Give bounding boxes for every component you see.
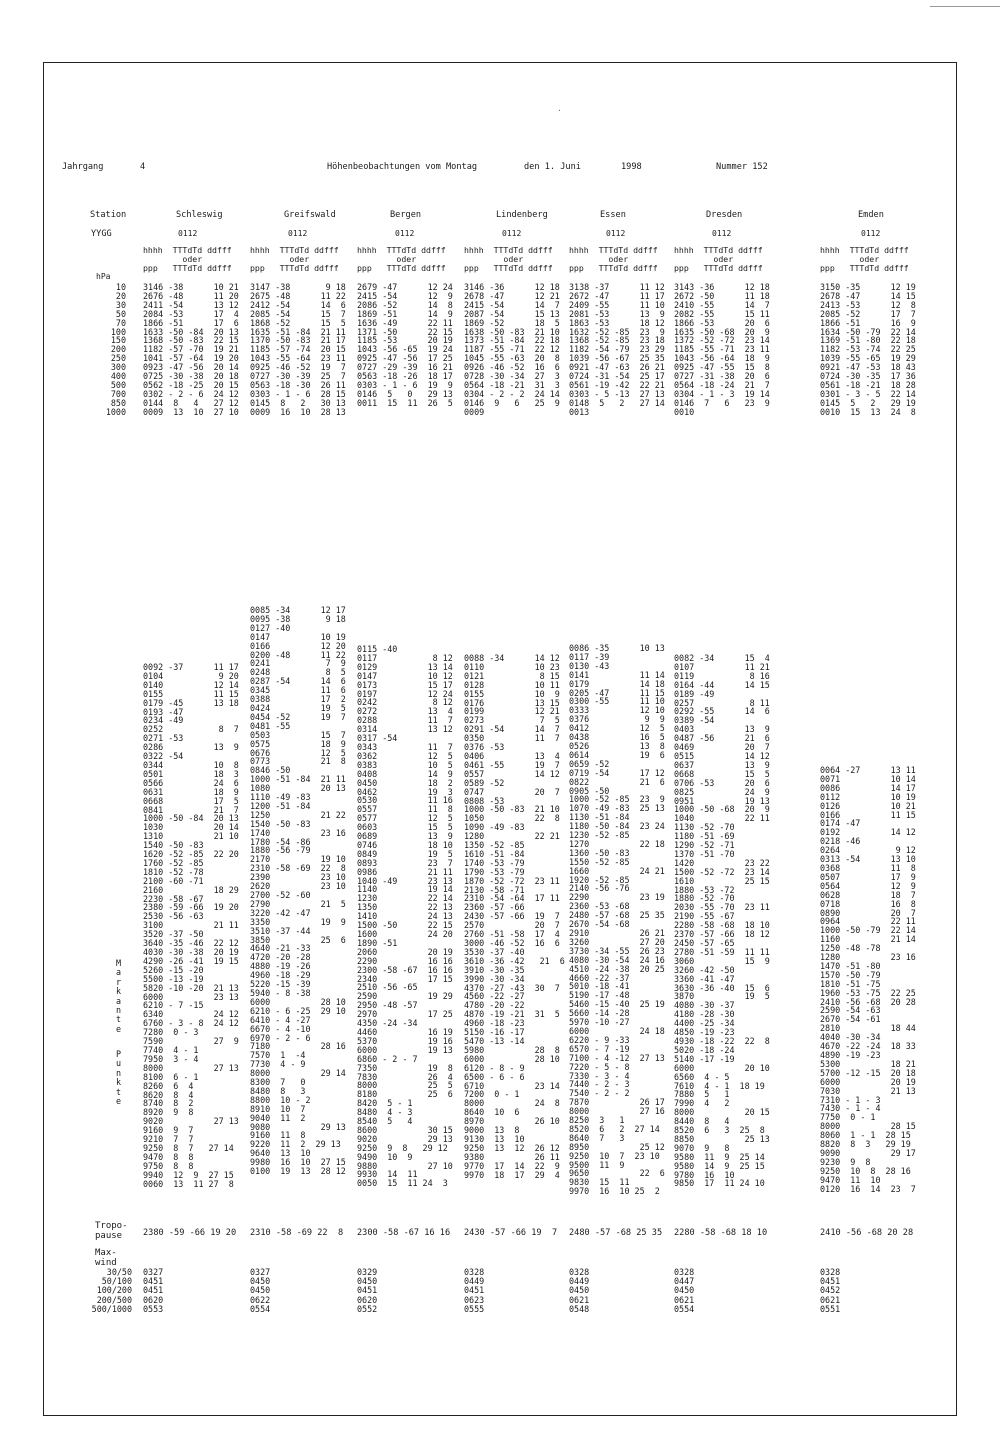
issue-number: Nummer 152 [716,162,768,172]
station-yygg: 0112 [502,229,522,238]
tropopause-value: 2300 -58 -67 16 16 [357,1228,451,1238]
column-header: hhhh TTTdTd ddfff oder ppp TTTdTd ddfff [569,245,658,273]
significant-levels-block: 0085 -34 12 17 0095 -38 9 18 0127 -40 0147 10 19 0166 12 20 0200 -48 11 22 0241 7 9 0248 8 5 0287 -54 14 6 0345 11 6 0388 17 2 0424 19 5 0454 -52 19 7 0481 -55 0503 15 7 0575 18 9 0676 12 5 0773 21 8 0846 -50 1000 -51 -84 21 11 1080 20 13 1110 -49 -83 1200 -51 -84 1250 21 22 1540 -50 -83 1740 23 16 1780 -54 -86 1880 -56 -79 2170 19 10 2310 -58 -69 22 8 2390 23 10 2620 23 10 2700 -52 -60 2790 21 5 3220 -42 -47 3350 19 9 3510 -37 -44 3850 25 6 4640 -21 -33 4720 -20 -28 4880 -19 -26 4960 -18 -29 5220 -15 -39 5940 - 8 -38 6000 28 10 6210 - 6 -25 29 10 6410 - 4 -27 6670 - 4 -10 6970 - 2 - 6 7180 28 16 7570 1 -4 7730 4 - 9 8000 29 14 8300 7 0 8480 8 3 8800 10 - 2 8910 10 7 9040 11 2 9080 29 13 9160 11 8 9220 11 2 29 13 9640 13 10 9980 16 10 27 15 0100 19 13 28 12 [250,605,346,1177]
tropopause-value: 2280 -58 -68 18 10 [674,1228,768,1238]
tropopause-value: 2410 -56 -68 20 28 [820,1228,914,1238]
pressure-levels: 10 20 30 50 70 100 150 200 250 300 400 500 700 850 1000 [105,282,126,417]
stray-mark: . [557,104,562,113]
standard-levels-block: 2679 -47 12 24 2415 -54 12 9 2086 -52 14 8 1869 -51 14 9 1636 -49 22 11 1371 -50 22 15 1185 -53 20 19 1043 -56 -65 19 24 0925 -47 -56 17 25 0727 -29 -39 16 21 0563 -18 -26 18 17 0303 - 1 - 6 19 9 0146 5 0 29 13 0011 15 11 26 5 [357,282,453,408]
column-header: hhhh TTTdTd ddfff oder ppp TTTdTd ddfff [143,245,232,273]
station-yygg: 0112 [288,229,308,238]
station-name: Emden [858,210,884,220]
station-yygg: 0112 [712,229,732,238]
station-name: Schleswig [176,210,223,220]
standard-levels-block: 3138 -37 11 12 2672 -47 11 17 2409 -55 11 10 2081 -53 13 9 1863 -53 18 12 1632 -52 -85 23 9 1368 -52 -85 23 18 1182 -54 -79 23 29 1039 -56 -67 25 35 0921 -47 -63 26 21 0724 -31 -54 25 17 0561 -19 -42 22 21 0303 - 5 -13 27 13 0148 5 2 27 14 0013 [569,282,665,417]
maxwind-values: 0328 0447 0450 0621 0554 [674,1267,695,1314]
station-label: Station [90,210,127,220]
column-header: hhhh TTTdTd ddfff oder ppp TTTdTd ddfff [464,245,553,273]
jahrgang-label: Jahrgang [62,162,104,172]
markante-label: M a r k a n t e [116,958,122,1034]
maxwind-values: 0327 0451 0451 0620 0553 [143,1267,164,1314]
year: 1998 [621,162,642,172]
punkte-label: P u n k t e [116,1049,122,1107]
significant-levels-block: 0088 -34 14 12 0110 10 23 0121 8 15 0128 10 11 0155 10 9 0176 13 15 0199 12 21 0273 7 5 0291 -54 14 7 0350 11 7 0376 -53 0406 13 4 0461 -55 19 7 0557 14 12 0589 -52 0747 20 7 0808 -53 1000 -50 -83 21 10 1050 22 8 1090 -49 -83 1280 22 21 1350 -52 -85 1610 -51 -84 1740 -53 -79 1790 -53 -79 1870 -52 -72 23 11 2130 -58 -71 2310 -54 -64 17 11 2360 -57 -66 2430 -57 -66 19 7 2570 20 7 2760 -51 -58 17 4 3000 -46 -52 16 6 3530 -37 -40 3610 -36 -42 21 6 3910 -30 -35 3990 -30 -34 4370 -27 -43 30 7 4560 -22 -27 4780 -20 -22 4870 -19 -21 31 5 4960 -18 -23 5150 -16 -17 5470 -13 -14 5980 28 8 6000 28 10 6120 - 8 - 9 6500 - 6 - 6 6710 23 14 7200 0 - 1 8000 24 8 8640 10 6 8970 26 10 9000 13 8 9130 13 10 9250 13 12 26 12 9380 26 11 9770 17 14 22 9 9970 18 17 29 4 [464,653,565,1180]
station-name: Greifswald [284,210,336,220]
station-yygg: 0112 [178,229,198,238]
significant-levels-block: 0115 -40 0117 8 12 0129 13 14 0147 10 12 0173 15 17 0197 12 24 0242 8 12 0272 13 4 0288 11 7 0314 13 12 0317 -54 0343 11 7 0362 12 5 0383 10 5 0408 14 9 0450 18 2 0462 19 3 0530 11 16 0557 11 8 0577 12 5 0603 15 5 0689 13 9 0746 18 10 0849 19 5 0893 23 7 0986 21 11 1040 -49 23 13 1140 19 14 1230 22 14 1350 22 13 1410 24 13 1500 -50 22 15 1600 24 20 1890 -51 2060 20 19 2290 16 16 2300 -58 -67 16 16 2340 17 15 2510 -56 -65 2590 19 29 2950 -48 -57 2970 17 25 4350 -24 -34 4460 16 19 5370 19 16 6000 19 13 6860 - 2 - 7 7350 19 8 7830 26 4 8000 25 5 8180 25 6 8420 5 - 1 8480 4 - 3 8540 5 4 8600 30 15 9020 29 13 9250 9 8 29 12 9490 10 9 9880 27 10 9930 14 11 0050 15 11 24 3 [357,644,453,1189]
top-edge-line [930,6,1000,7]
station-name: Bergen [390,210,422,220]
significant-levels-block: 0086 -35 10 13 0117 -39 0130 -43 0141 11 14 0179 14 18 0205 -47 11 15 0300 -55 11 10 0333 12 10 0376 9 9 0412 12 5 0438 16 5 0526 13 8 0614 19 6 0659 -52 0719 -54 17 12 0822 21 6 0905 -50 1000 -52 -85 23 9 1070 -49 -83 25 13 1130 -51 -84 1180 -50 -84 23 24 1230 -52 -85 1270 22 18 1360 -50 -83 1550 -52 -85 1660 24 21 1920 -52 -85 2140 -56 -76 2290 23 19 2360 -53 -68 2480 -57 -68 25 35 2670 -54 -68 2910 26 21 3260 27 20 3730 -34 -55 26 23 4080 -30 -54 24 16 4510 -24 -38 20 25 4660 -22 -37 5010 -18 -41 5190 -17 -48 5460 -15 -40 25 19 5660 -14 -28 5970 -10 -27 6000 24 18 6220 - 9 -33 6570 - 7 -19 7100 - 4 -12 27 13 7220 - 5 - 8 7330 - 3 - 4 7440 - 2 - 3 7540 - 2 - 2 7870 26 17 8000 27 16 8250 3 1 8520 6 2 27 14 8640 7 3 8950 25 12 9250 10 7 23 10 9500 11 9 9650 22 6 9830 15 11 9970 16 10 25 2 [569,643,665,1197]
yygg-label: YYGG [91,229,112,239]
column-header: hhhh TTTdTd ddfff oder ppp TTTdTd ddfff [357,245,446,273]
maxwind-values: 0329 0450 0451 0620 0552 [357,1267,378,1314]
station-yygg: 0112 [861,229,881,238]
standard-levels-block: 3143 -36 12 18 2672 -50 11 18 2410 -55 14 7 2082 -55 15 11 1866 -53 20 6 1635 -50 -68 20 9 1372 -52 -72 23 14 1185 -55 -71 23 11 1043 -56 -64 18 9 0925 -47 -55 15 8 0727 -31 -38 20 6 0564 -18 -24 21 7 0304 - 1 - 3 19 14 0146 7 6 23 9 0010 [674,282,770,417]
page-title: Höhenbeobachtungen vom Montag [327,162,478,172]
standard-levels-block: 3146 -36 12 18 2678 -47 12 21 2415 -54 14 7 2087 -54 15 13 1869 -52 18 5 1638 -50 -83 21 10 1373 -51 -84 22 18 1187 -55 -71 22 12 1045 -55 -63 20 8 0926 -46 -52 16 6 0728 -30 -34 27 3 0564 -18 -21 31 3 0304 - 2 - 2 24 14 0146 9 6 25 9 0009 [464,282,560,417]
maxwind-label: Max- wind [95,1248,117,1268]
significant-levels-block: 0064 -27 13 11 0071 10 14 0086 14 17 0112 10 19 0126 10 21 0166 11 15 0174 -47 0192 14 12 0218 -46 0264 9 12 0313 -54 13 10 0368 11 8 0507 17 9 0564 12 9 0628 18 7 0718 16 8 0890 20 7 0964 22 11 1000 -50 -79 22 14 1160 21 14 1250 -48 -78 1280 23 16 1470 -51 -80 1570 -50 -79 1810 -51 -75 1960 -53 -75 22 25 2410 -56 -68 20 28 2590 -54 -63 2670 -54 -61 2810 18 44 4040 -30 -34 4670 -22 -24 18 33 4890 -19 -23 5300 18 21 5700 -12 -15 20 18 6000 20 19 7030 21 13 7310 - 1 - 3 7430 - 1 - 4 7750 0 - 1 8000 28 15 8060 1 - 1 28 15 8820 8 3 29 19 9090 29 17 9230 9 8 9250 10 8 28 16 9470 11 10 0120 16 14 23 7 [820,765,916,1194]
standard-levels-block: 3146 -38 10 21 2676 -48 11 20 2411 -54 13 12 2084 -53 17 4 1866 -51 17 6 1633 -50 -84 20 13 1368 -50 -83 22 15 1182 -57 -70 19 21 1041 -57 -64 19 20 0923 -47 -56 20 14 0725 -30 -38 20 18 0562 -18 -25 20 15 0302 - 2 - 6 24 12 0144 8 4 27 12 0009 13 10 27 10 [143,282,239,417]
maxwind-values: 0328 0451 0452 0621 0551 [820,1267,841,1314]
column-header: hhhh TTTdTd ddfff oder ppp TTTdTd ddfff [820,245,909,273]
significant-levels-block: 0082 -34 15 4 0107 11 21 0119 8 16 0164 -44 14 15 0189 -49 0257 8 11 0292 -55 14 6 0389 -54 0403 13 9 0487 -56 21 6 0469 20 7 0515 14 12 0637 13 9 0668 15 5 0706 -53 20 6 0825 24 9 0951 19 13 1000 -50 -68 20 9 1040 22 11 1130 -52 -70 1180 -51 -69 1290 -52 -71 1370 -51 -70 1420 23 22 1500 -52 -72 23 14 1610 25 15 1880 -53 -72 1880 -52 -70 2030 -55 -70 23 11 2190 -55 -67 2280 -58 -68 18 10 2370 -57 -66 18 12 2450 -57 -65 2780 -51 -59 11 11 3060 15 9 3260 -42 -50 3360 -41 -47 3630 -36 -40 15 6 3870 19 5 4080 -30 -37 4180 -28 -30 4400 -25 -34 4850 -19 -23 4930 -18 -22 22 8 5020 -18 -24 5140 -17 -19 6000 20 10 6560 4 - 5 7610 4 - 1 18 19 7880 5 1 7990 4 2 8000 20 15 8440 8 4 8520 6 3 25 8 8850 25 13 9070 9 8 9580 11 9 25 14 9580 14 9 25 15 9780 16 10 9850 17 11 24 10 [674,653,770,1189]
significant-levels-block: 0092 -37 11 17 0104 9 20 0140 12 14 0155 11 15 0179 -45 13 18 0193 -47 0234 -49 0252 8 7 0271 -53 0286 13 9 0322 -54 0344 10 8 0501 18 3 0566 24 6 0631 18 9 0668 17 5 0841 21 7 1000 -50 -84 20 13 1030 20 14 1310 21 10 1540 -50 -83 1620 -52 -85 22 20 1760 -52 -85 1810 -52 -78 2100 -60 -71 2160 18 29 2230 -58 -67 2380 -59 -66 19 20 2530 -56 -63 3100 21 11 3520 -37 -50 3640 -35 -46 22 12 4030 -30 -38 20 19 4290 -26 -41 19 15 5260 -15 -20 5500 -13 -19 5820 -10 -20 21 13 6000 23 13 6210 - 7 -15 6340 24 12 6760 - 3 - 8 24 12 7280 0 - 3 7590 27 9 7740 4 - 1 7950 3 - 4 8000 27 13 8100 6 - 1 8260 6 4 8620 8 4 8740 8 2 8920 9 8 9020 27 13 9160 9 7 9210 7 7 9250 8 7 27 14 9470 8 8 9750 8 8 9940 12 9 27 15 0060 13 11 27 8 [143,662,239,1189]
standard-levels-block: 3147 -38 9 18 2675 -48 11 22 2412 -54 14 6 2085 -54 15 7 1868 -52 15 5 1635 -51 -84 21 11 1370 -50 -83 21 17 1185 -57 -74 20 15 1043 -55 -64 23 11 0925 -46 -52 19 7 0727 -30 -39 25 7 0563 -18 -30 26 11 0303 - 1 - 6 28 15 0145 8 2 30 13 0009 16 10 28 13 [250,282,346,417]
wind-layer-labels: 30/50 50/100 100/200 200/500 500/1000 [91,1267,132,1314]
station-name: Lindenberg [496,210,548,220]
maxwind-values: 0327 0450 0450 0622 0554 [250,1267,271,1314]
hpa-label: hPa [96,272,111,281]
station-name: Essen [600,210,626,220]
column-header: hhhh TTTdTd ddfff oder ppp TTTdTd ddfff [674,245,763,273]
tropopause-value: 2430 -57 -66 19 7 [464,1228,558,1238]
maxwind-values: 0328 0449 0450 0621 0548 [569,1267,590,1314]
station-yygg: 0112 [395,229,415,238]
tropopause-label: Tropo- pause [95,1221,128,1241]
jahrgang-value: 4 [140,162,146,172]
standard-levels-block: 3150 -35 12 19 2678 -47 14 15 2413 -53 12 8 2085 -52 17 7 1866 -51 16 9 1634 -50 -79 22 14 1369 -51 -80 22 18 1182 -53 -74 22 25 1039 -55 -65 19 29 0921 -47 -53 18 43 0724 -30 -35 17 36 0561 -18 -21 18 28 0301 - 3 - 5 22 14 0145 5 2 29 19 0010 15 13 24 8 [820,282,916,417]
tropopause-value: 2380 -59 -66 19 20 [143,1228,237,1238]
maxwind-values: 0328 0449 0451 0623 0555 [464,1267,485,1314]
station-yygg: 0112 [606,229,626,238]
date: den 1. Juni [524,162,581,172]
tropopause-value: 2310 -58 -69 22 8 [250,1228,344,1238]
station-name: Dresden [706,210,743,220]
column-header: hhhh TTTdTd ddfff oder ppp TTTdTd ddfff [250,245,339,273]
tropopause-value: 2480 -57 -68 25 35 [569,1228,663,1238]
